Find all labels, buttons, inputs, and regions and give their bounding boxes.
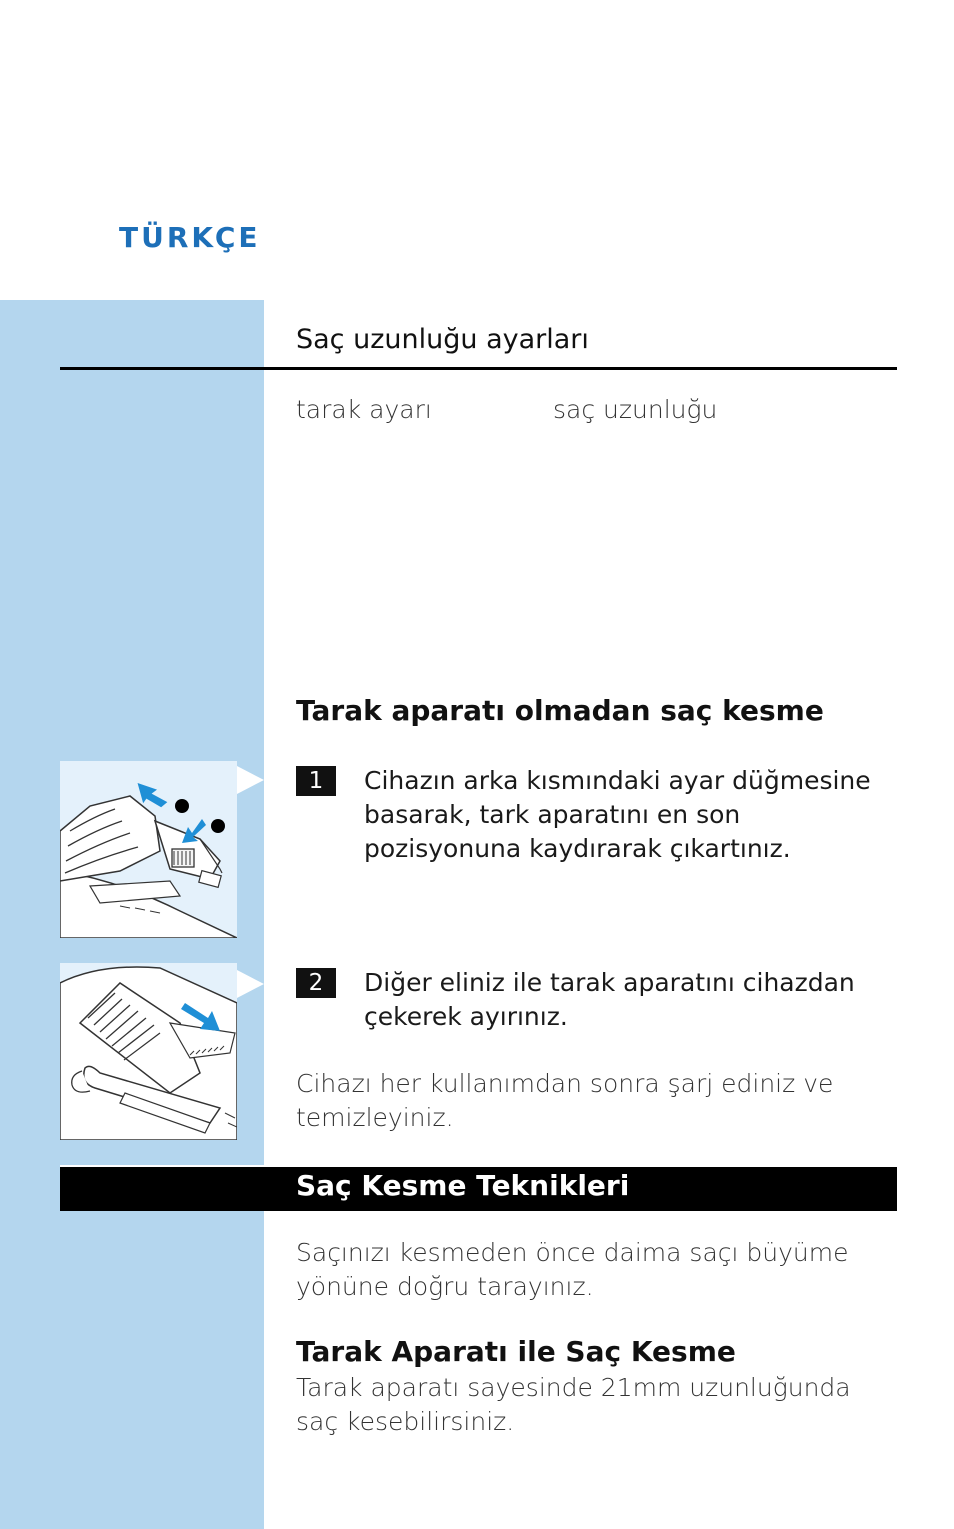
section-title-techniques: Saç Kesme Teknikleri [296, 1169, 630, 1202]
step-number-1: 1 [296, 766, 336, 796]
step-text-2: Diğer eliniz ile tarak aparatını cihazdan çekerek ayırınız. [364, 968, 855, 1031]
techniques-text: Saçınızı kesmeden önce daima saçı büyüme yönüne doğru tarayınız. [296, 1238, 849, 1301]
note-charge-clean: Cihazı her kullanımdan sonra şarj ediniz ve temizleyiniz. [296, 1069, 834, 1132]
illustration-remove-comb [60, 761, 237, 938]
trimmer-comb-illustration [60, 761, 237, 938]
illustration-pull-comb [60, 963, 237, 1140]
section-bar-techniques [60, 1165, 897, 1211]
language-heading: TÜRKÇE [119, 221, 261, 254]
column-header-comb-setting: tarak ayarı [296, 395, 432, 424]
section-title-with-comb: Tarak Aparatı ile Saç Kesme [296, 1335, 736, 1368]
section-title-hair-length: Saç uzunluğu ayarları [296, 324, 589, 355]
illustration-pointer [237, 970, 264, 998]
column-header-hair-length: saç uzunluğu [553, 395, 718, 424]
hand-comb-illustration [60, 963, 237, 1140]
section-title-without-comb: Tarak aparatı olmadan saç kesme [296, 694, 824, 727]
step-text-1: Cihazın arka kısmındaki ayar düğmesine basarak, tark aparatını en son pozisyonuna kaydırarak çıkartınız. [364, 766, 871, 863]
step-number-2: 2 [296, 968, 336, 998]
illustration-pointer [237, 766, 264, 794]
with-comb-text: Tarak aparatı sayesinde 21mm uzunluğunda saç kesebilirsiniz. [296, 1373, 851, 1436]
section-rule [60, 367, 897, 370]
